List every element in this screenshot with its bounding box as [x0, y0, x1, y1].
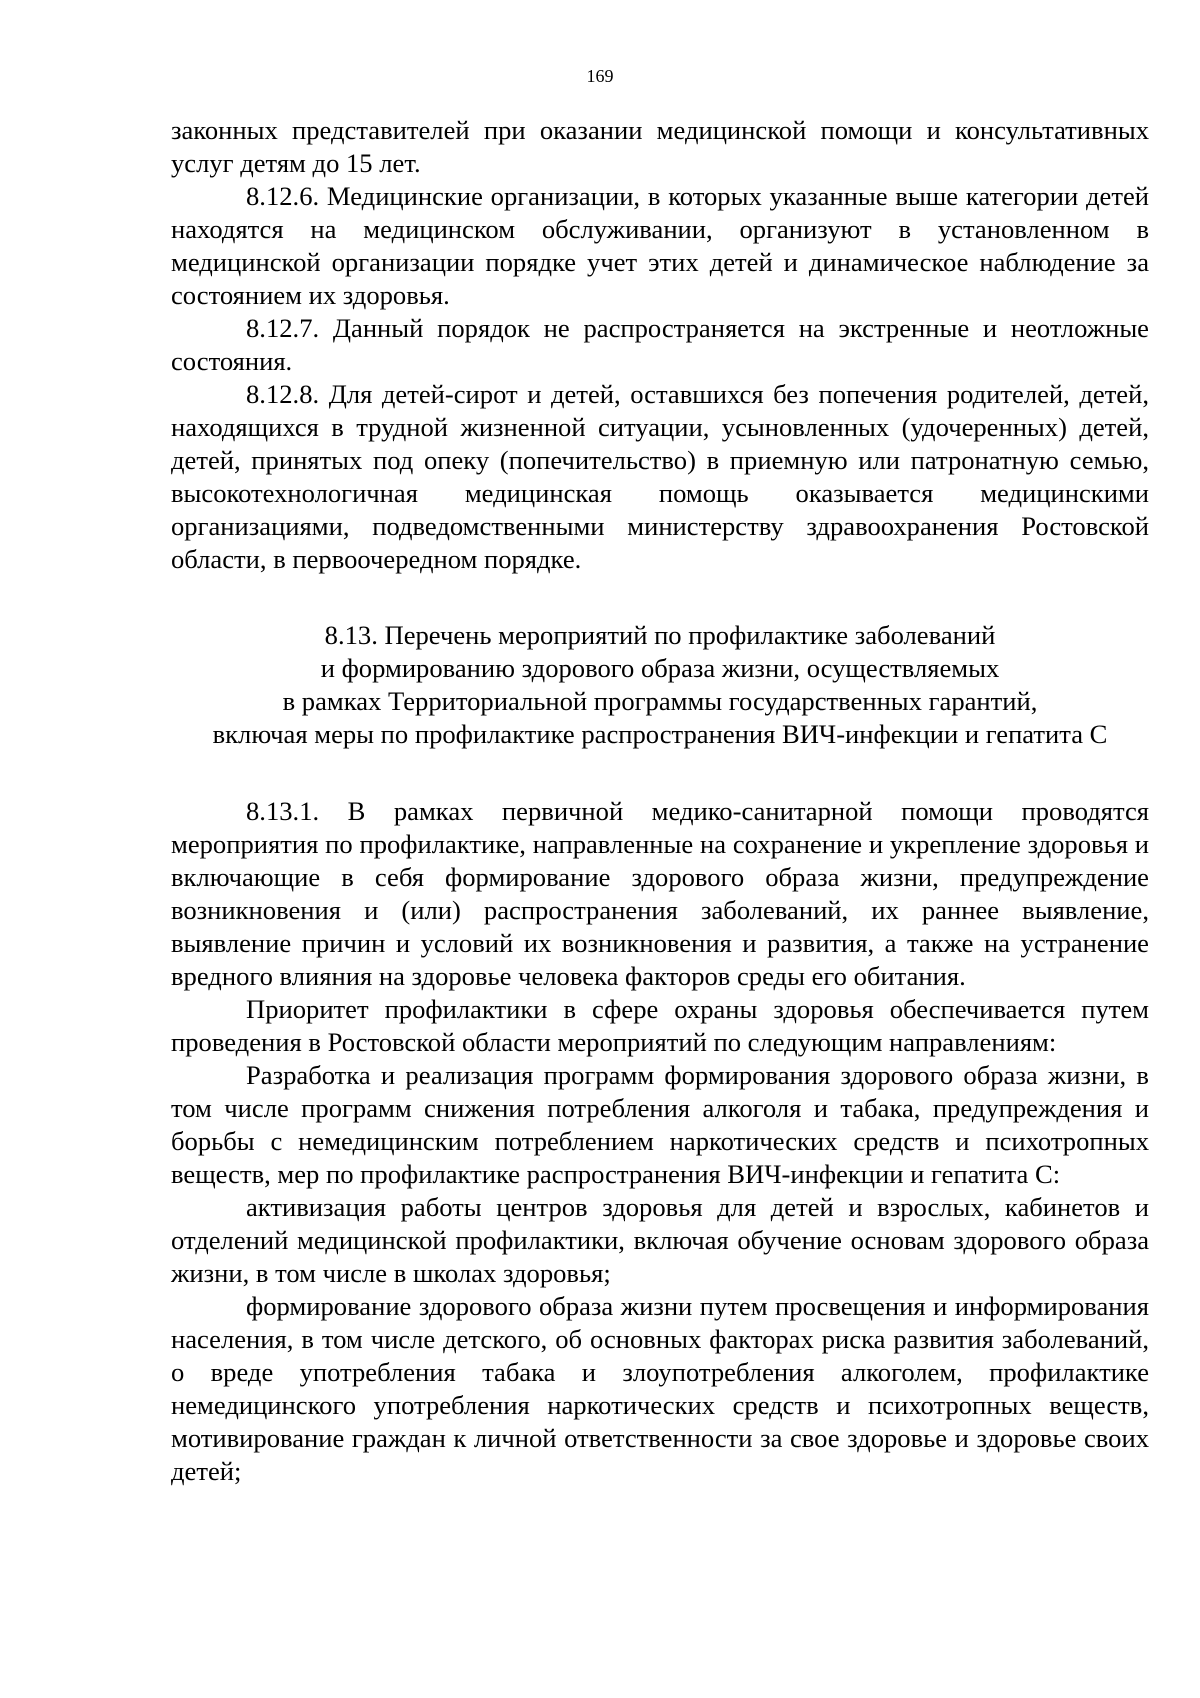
heading-line: в рамках Территориальной программы государственных гарантий, — [282, 686, 1038, 716]
section-heading-8-13 — [171, 619, 1149, 751]
paragraph-programs: Разработка и реализация программ формирования здорового образа жизни, в том числе программ снижения потребления алкоголя и табака, предупреждения и борьбы с немедицинским потреблением наркотических средств и психотропных веществ, мер по профилактике распространения ВИЧ-инфекции и гепатита С: — [171, 1060, 1149, 1189]
heading-line: и формированию здорового образа жизни, осуществляемых — [320, 653, 1000, 683]
heading-line: включая меры по профилактике распространения ВИЧ-инфекции и гепатита С — [212, 719, 1108, 749]
page-number: 169 — [586, 66, 614, 86]
paragraph-healthy-lifestyle: формирование здорового образа жизни путем просвещения и информирования населения, в том числе детского, об основных факторах риска развития заболеваний, о вреде употребления табака и злоупотребления алкоголем, профилактике немедицинского употребления наркотических средств и психотропных веществ, мотивирование граждан к личной ответственности за свое здоровье и здоровье своих детей; — [171, 1291, 1149, 1486]
paragraph-8-13-1: 8.13.1. В рамках первичной медико-санитарной помощи проводятся мероприятия по профилактике, направленные на сохранение и укрепление здоровья и включающие в себя формирование здорового образа жизни, предупреждение возникновения и (или) распространения заболеваний, их раннее выявление, выявление причин и условий их возникновения и развития, а также на устранение вредного влияния на здоровье человека факторов среды его обитания. — [171, 796, 1149, 991]
paragraph-8-12-8: 8.12.8. Для детей-сирот и детей, оставшихся без попечения родителей, детей, находящихся в трудной жизненной ситуации, усыновленных (удочеренных) детей, детей, принятых под опеку (попечительство) в приемную или патронатную семью, высокотехнологичная медицинская помощь оказывается медицинскими организациями, подведомственными министерству здравоохранения Ростовской области, в первоочередном порядке. — [171, 379, 1149, 574]
paragraph-health-centers: активизация работы центров здоровья для детей и взрослых, кабинетов и отделений медицинской профилактики, включая обучение основам здорового образа жизни, в том числе в школах здоровья; — [171, 1192, 1149, 1288]
document-body — [171, 114, 1149, 1488]
paragraph-8-12-7: 8.12.7. Данный порядок не распространяется на экстренные и неотложные состояния. — [171, 313, 1149, 376]
paragraph-8-12-6: 8.12.6. Медицинские организации, в которых указанные выше категории детей находятся на медицинском обслуживании, организуют в установленном в медицинской организации порядке учет этих детей и динамическое наблюдение за состоянием их здоровья. — [171, 181, 1149, 310]
paragraph-continuation: законных представителей при оказании медицинской помощи и консультативных услуг детям до 15 лет. — [171, 115, 1149, 178]
heading-line: 8.13. Перечень мероприятий по профилактике заболеваний — [324, 620, 996, 650]
paragraph-priority: Приоритет профилактики в сфере охраны здоровья обеспечивается путем проведения в Ростовской области мероприятий по следующим направлениям: — [171, 994, 1149, 1057]
